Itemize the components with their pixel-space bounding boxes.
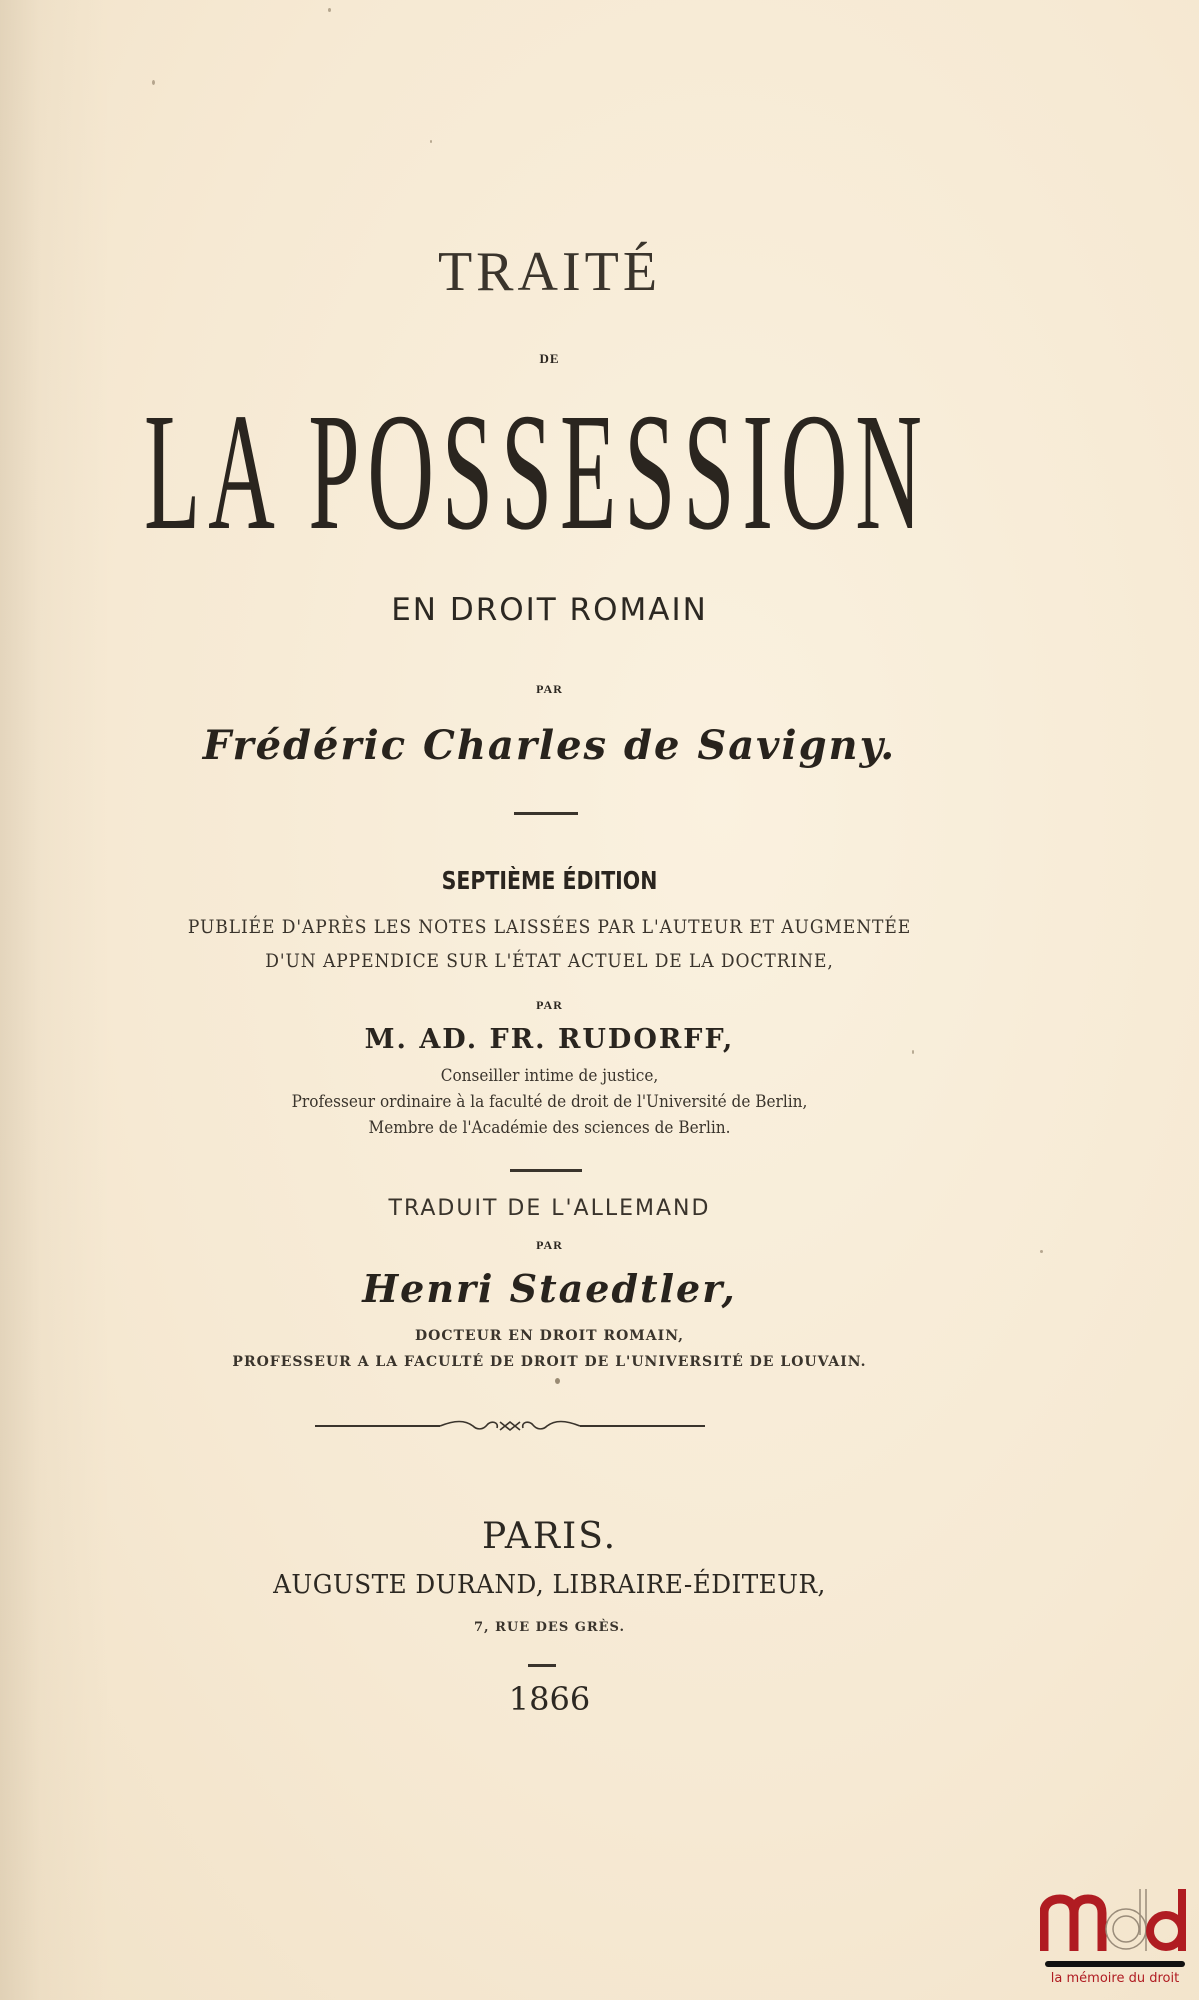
- editor-title: Conseiller intime de justice,: [440, 1066, 659, 1086]
- translator-name: Henri Staedtler,: [362, 1266, 737, 1311]
- publisher-address: 7, RUE DES GRÈS.: [473, 1620, 626, 1635]
- translation-note: TRADUIT DE L'ALLEMAND: [388, 1196, 711, 1221]
- mdd-logo-icon: [1040, 1885, 1190, 1955]
- editor-title: Professeur ordinaire à la faculté de droit de l'Université de Berlin,: [291, 1092, 808, 1112]
- paper-speck: [152, 80, 155, 85]
- edition-note-line1: PUBLIÉE D'APRÈS LES NOTES LAISSÉES PAR L'AUTEUR ET AUGMENTÉE: [187, 916, 912, 938]
- par-label: PAR: [536, 1238, 563, 1252]
- title-connector: DE: [539, 351, 560, 366]
- publisher-name: AUGUSTE DURAND, LIBRAIRE-ÉDITEUR,: [273, 1570, 826, 1600]
- logo-underline: [1045, 1961, 1185, 1967]
- edition-note-line2: D'UN APPENDICE SUR L'ÉTAT ACTUEL DE LA DOCTRINE,: [265, 950, 834, 972]
- paper-speck: [912, 1050, 914, 1054]
- title-top: TRAITÉ: [437, 241, 662, 303]
- divider-rule: [514, 812, 578, 815]
- paper-speck: [555, 1378, 560, 1384]
- publication-year: 1866: [508, 1680, 591, 1718]
- divider-rule: [510, 1169, 582, 1172]
- edition-heading: SEPTIÈME ÉDITION: [441, 866, 658, 895]
- publication-city: PARIS.: [481, 1516, 618, 1557]
- main-title: LA POSSESSION: [144, 379, 930, 565]
- translator-title: PROFESSEUR A LA FACULTÉ DE DROIT DE L'UNIVERSITÉ DE LOUVAIN.: [232, 1354, 867, 1370]
- editor-name: M. AD. FR. RUDORFF,: [364, 1024, 735, 1055]
- divider-rule: [528, 1664, 556, 1667]
- translator-title: DOCTEUR EN DROIT ROMAIN,: [415, 1328, 684, 1344]
- par-label: PAR: [536, 998, 563, 1012]
- author-name: Frédéric Charles de Savigny.: [202, 722, 897, 769]
- paper-speck: [328, 8, 331, 12]
- subtitle: EN DROIT ROMAIN: [391, 592, 708, 628]
- par-label: PAR: [536, 682, 563, 696]
- ornamental-rule-icon: [315, 1412, 705, 1442]
- paper-speck: [430, 140, 432, 143]
- mdd-logo: [1040, 1885, 1190, 1995]
- editor-title: Membre de l'Académie des sciences de Berlin.: [368, 1118, 731, 1138]
- paper-speck: [1040, 1250, 1043, 1253]
- logo-tagline: la mémoire du droit: [1050, 1971, 1180, 1986]
